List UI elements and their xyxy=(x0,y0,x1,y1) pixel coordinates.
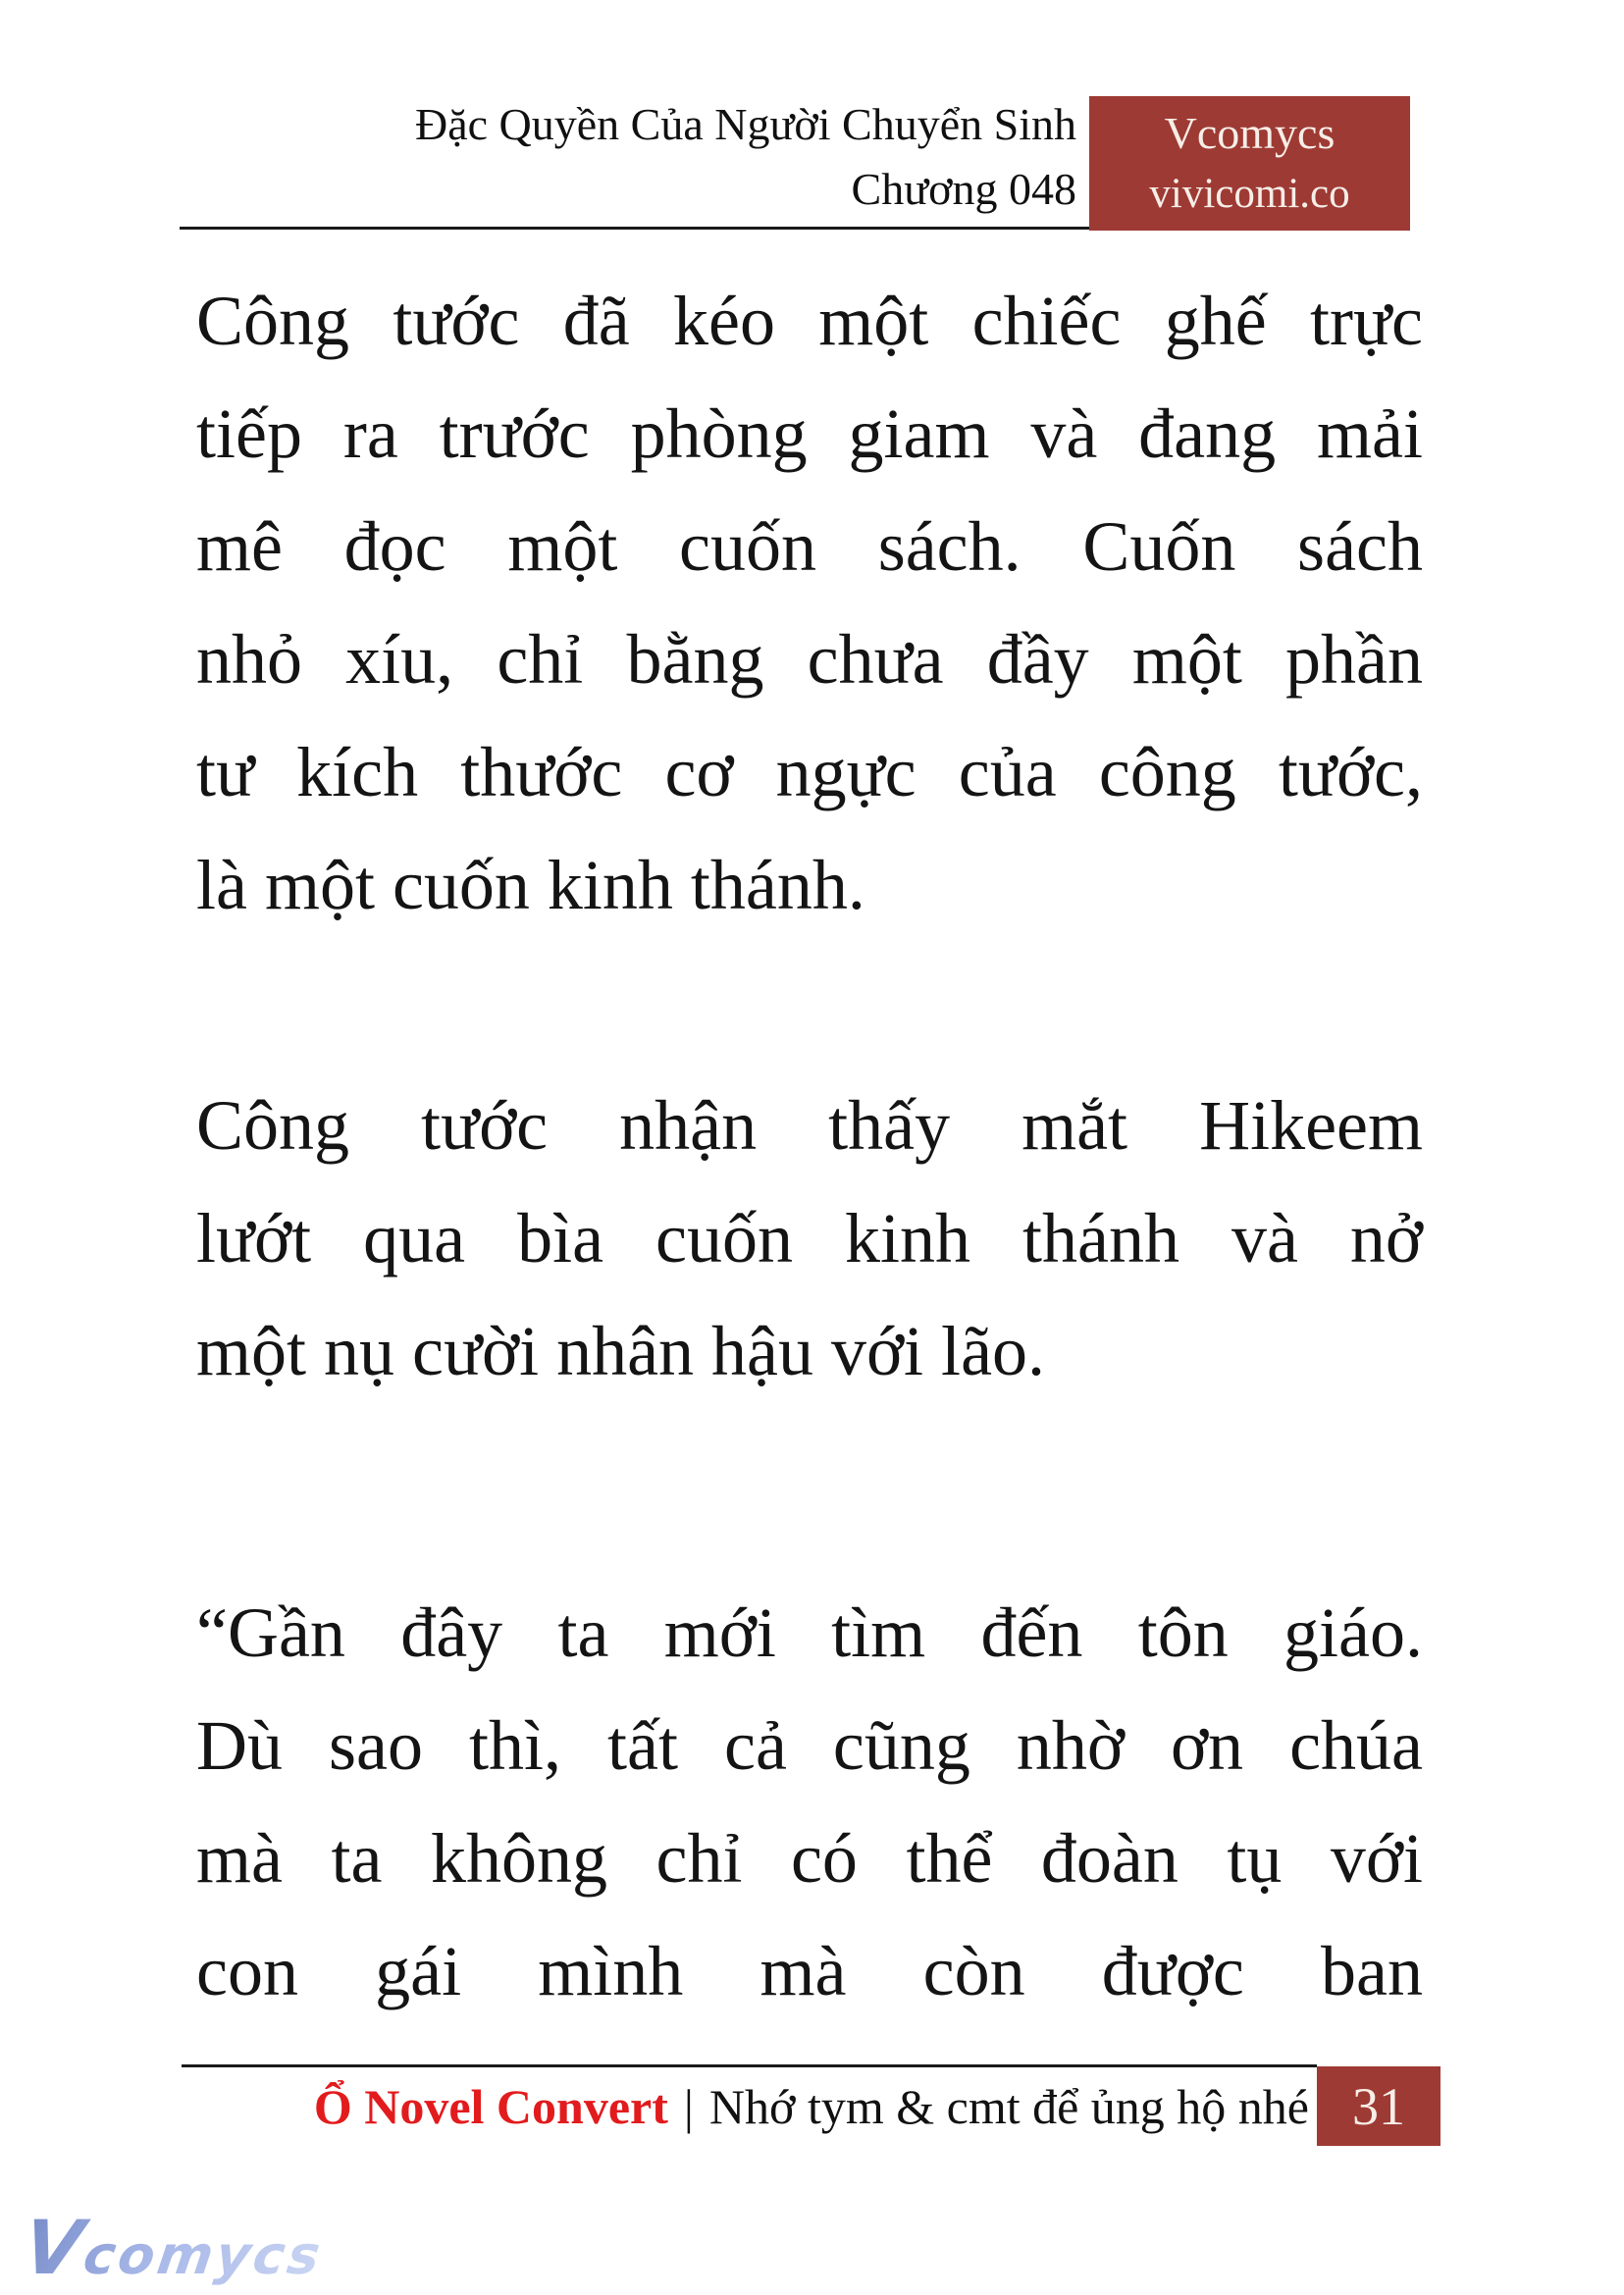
brand-box xyxy=(1089,96,1410,231)
footer-note: Nhớ tym & cmt để ủng hộ nhé xyxy=(708,2079,1309,2134)
chapter-label: Chương 048 xyxy=(851,164,1076,214)
vcomycs-logo xyxy=(19,2204,330,2291)
series-title: Đặc Quyền Của Người Chuyển Sinh xyxy=(414,99,1076,149)
footer-credit xyxy=(314,2072,1309,2141)
page-number-box xyxy=(1317,2066,1441,2146)
text-line: con gái mình mà còn được ban xyxy=(196,1932,1423,2010)
footer-separator: | xyxy=(683,2079,694,2134)
footer-rule xyxy=(182,2064,1317,2067)
text-line: “Gần đây ta mới tìm đến tôn giáo. xyxy=(196,1593,1423,1672)
vcomycs-logo-rest: comycs xyxy=(79,2224,327,2286)
text-line: tiếp ra trước phòng giam và đang mải xyxy=(196,394,1423,473)
footer-brand: Ổ Novel Convert xyxy=(313,2079,668,2134)
text-line: một nụ cười nhân hậu với lão. xyxy=(196,1312,1046,1390)
text-line: lướt qua bìa cuốn kinh thánh và nở xyxy=(196,1199,1423,1278)
text-line: Dù sao thì, tất cả cũng nhờ ơn chúa xyxy=(196,1706,1423,1785)
paragraph xyxy=(196,1577,1423,2028)
text-line: là một cuốn kinh thánh. xyxy=(196,846,865,924)
header-rule xyxy=(180,227,1089,230)
paragraph xyxy=(196,265,1423,942)
text-line: tư kích thước cơ ngực của công tước, xyxy=(196,733,1423,811)
paragraph xyxy=(196,1069,1423,1408)
brand-name: Vcomycs xyxy=(1164,107,1336,158)
page-body xyxy=(196,265,1423,2028)
brand-site: vivicomi.co xyxy=(1149,170,1350,217)
page-number: 31 xyxy=(1352,2076,1405,2136)
text-line: Công tước nhận thấy mắt Hikeem xyxy=(196,1086,1423,1165)
text-line: mà ta không chỉ có thể đoàn tụ với xyxy=(196,1819,1423,1898)
text-line: nhỏ xíu, chỉ bằng chưa đầy một phần xyxy=(196,620,1423,699)
text-line: mê đọc một cuốn sách. Cuốn sách xyxy=(196,507,1423,586)
text-line: Công tước đã kéo một chiếc ghế trực xyxy=(196,282,1423,360)
vcomycs-logo-initial: V xyxy=(18,2204,92,2291)
page-header-titles xyxy=(415,92,1076,222)
